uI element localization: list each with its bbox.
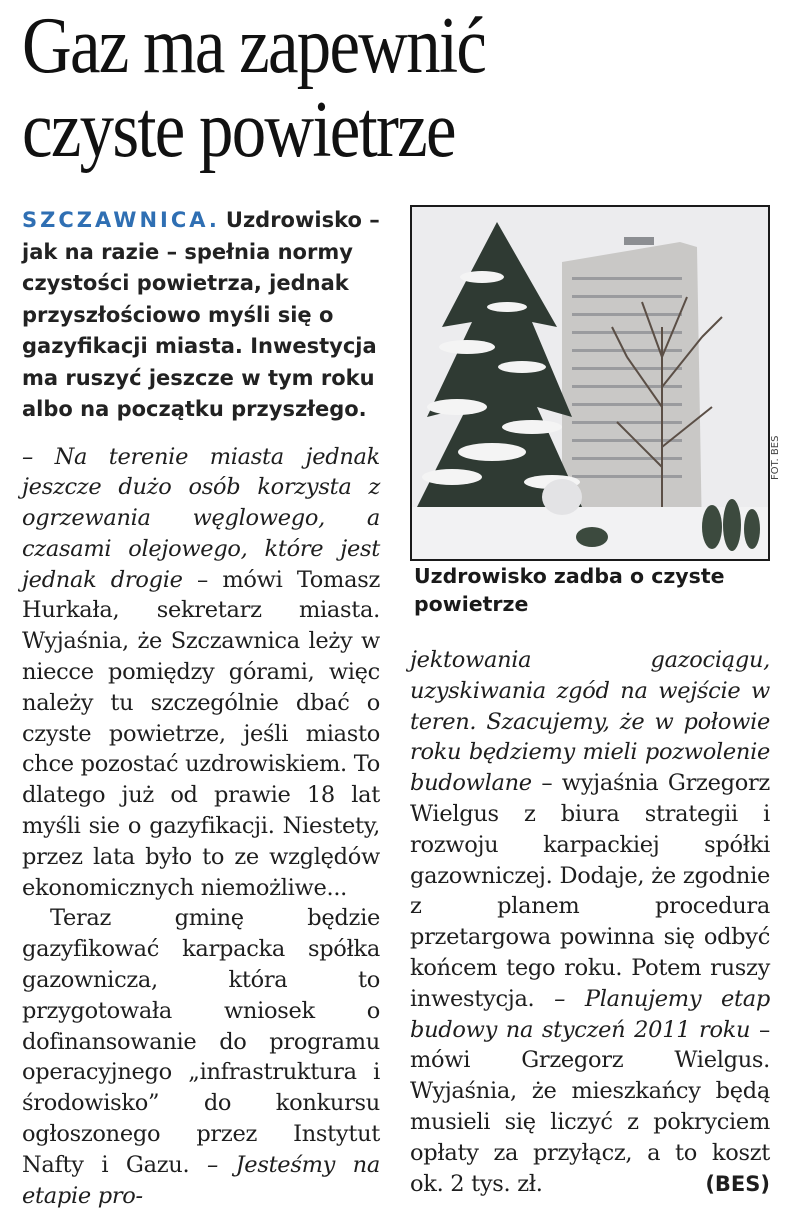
headline-line-2: czyste powietrze xyxy=(22,86,455,174)
headline-line-1: Gaz ma zapewnić xyxy=(22,2,486,90)
author-signature: (BES) xyxy=(705,1171,770,1196)
quote-hurkala: – Na terenie miasta jednak jeszcze dużo osób korzysta z ogrzewania węglowego, a czasami olejowego, które jest jednak drogie xyxy=(22,443,380,593)
body-paragraph-1 xyxy=(22,442,380,904)
photo-building xyxy=(562,242,702,537)
quote-wielgus-2: – Planujemy etap budowy na styczeń 2011 roku xyxy=(410,985,770,1043)
article-photo xyxy=(410,205,770,561)
photo-roof-sign xyxy=(624,237,654,245)
body-text-3: – wyjaśnia Grzegorz Wielgus z biura strategii i rozwoju karpackiej spółki gazowniczej. Dodaje, że zgodnie z planem procedura przetargowa powinna się odbyć końcem tego roku. Potem ruszy inwestycja. xyxy=(410,770,770,1012)
dateline: SZCZAWNICA. xyxy=(22,208,220,232)
photo-snow-mound xyxy=(542,479,582,515)
body-text-2: Teraz gminę będzie gazyfikować karpacka spółka gazownicza, która to przygotowała wniosek o dofinansowanie do programu operacyjnego „infrastruktura i środowisko” do konkursu ogłoszonego przez Instytut Nafty i Gazu. xyxy=(22,905,380,1178)
lead-text: Uzdrowisko – jak na razie – spełnia normy czystości powietrza, jednak przyszłościowo myśli się o gazyfikacji miasta. Inwestycja ma ruszyć jeszcze w tym roku albo na początku przyszłego. xyxy=(22,208,380,421)
quote-wielgus-cont: jektowania gazociągu, uzyskiwania zgód na wejście w teren. Szacujemy, że w połowie roku będziemy mieli pozwolenie budowlane xyxy=(410,647,770,797)
body-text-4: – mówi Grzegorz Wielgus. Wyjaśnia, że mieszkańcy będą musieli się liczyć z pokryciem opłaty za przyłącz, a to koszt ok. 2 tys. zł. xyxy=(410,1016,770,1197)
photo-credit: FOT. BES xyxy=(770,435,781,480)
photo-caption: Uzdrowisko zadba o czyste powietrze xyxy=(414,564,725,616)
article-column-right xyxy=(410,645,770,1199)
quote-wielgus-start: – Jesteśmy na etapie pro- xyxy=(22,1151,380,1209)
lead-paragraph xyxy=(22,205,380,426)
body-paragraph-3 xyxy=(410,645,770,1199)
body-paragraph-2 xyxy=(22,903,380,1211)
headline xyxy=(22,4,676,172)
body-text-1: – mówi Tomasz Hurkała, sekretarz miasta. Wyjaśnia, że Szczawnica leży w niecce pomiędzy górami, więc należy tu szczególnie dbać o czyste powietrze, jeśli miasto chce pozostać uzdrowiskiem. To dlatego już od prawie 18 lat myśli sie o gazyfikacji. Niestety, przez lata było to ze względów ekonomicznych niemożliwe... xyxy=(22,566,380,901)
article-column-left xyxy=(22,205,380,1211)
photo-illustration xyxy=(412,207,768,559)
